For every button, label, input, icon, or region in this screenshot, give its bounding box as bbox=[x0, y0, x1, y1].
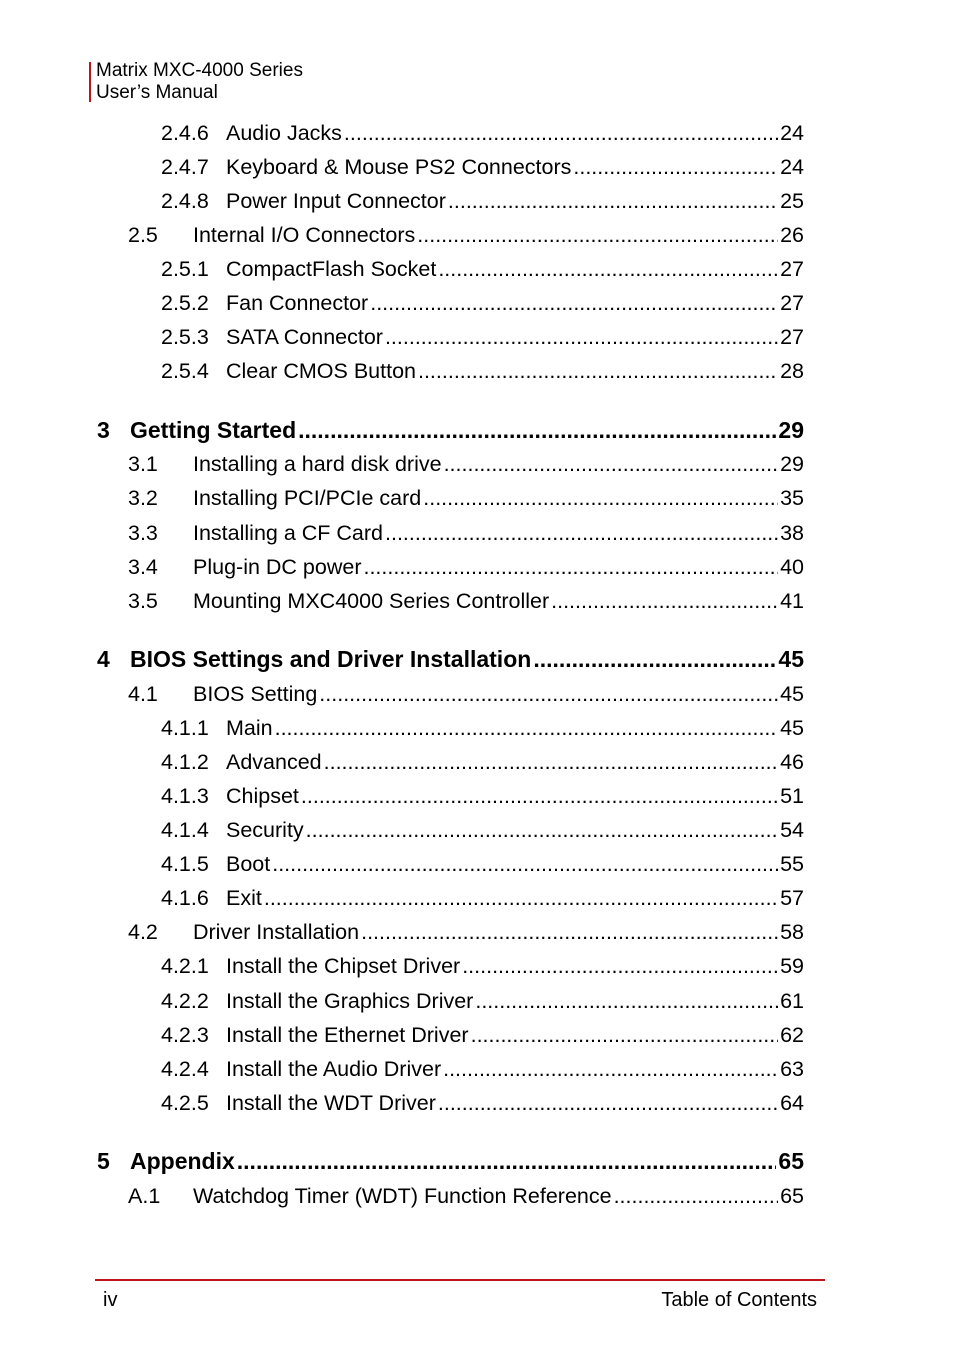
toc-entry[interactable] bbox=[128, 1184, 804, 1214]
toc-entry[interactable] bbox=[161, 359, 804, 389]
toc-entry-title: Security bbox=[226, 818, 304, 842]
toc-entry-title: Main bbox=[226, 716, 273, 740]
toc-entry[interactable] bbox=[128, 682, 804, 712]
toc-dot-leader bbox=[272, 852, 778, 877]
toc-entry-title: Keyboard & Mouse PS2 Connectors bbox=[226, 155, 572, 179]
toc-entry-number: 2.4.6 bbox=[161, 121, 209, 145]
toc-entry-page: 65 bbox=[778, 1148, 804, 1174]
toc-entry-page: 54 bbox=[780, 818, 804, 842]
toc-dot-leader bbox=[418, 359, 778, 384]
toc-entry-page: 62 bbox=[780, 1023, 804, 1047]
toc-entry[interactable] bbox=[97, 417, 804, 447]
running-header bbox=[96, 60, 303, 104]
toc-dot-leader bbox=[370, 291, 778, 316]
toc-entry[interactable] bbox=[161, 886, 804, 916]
toc-dot-leader bbox=[533, 646, 776, 673]
toc-entry-page: 65 bbox=[780, 1184, 804, 1208]
toc-entry[interactable] bbox=[161, 121, 804, 151]
toc-entry-page: 64 bbox=[780, 1091, 804, 1115]
toc-entry-page: 40 bbox=[780, 555, 804, 579]
toc-entry[interactable] bbox=[161, 989, 804, 1019]
toc-dot-leader bbox=[306, 818, 778, 843]
toc-entry[interactable] bbox=[161, 291, 804, 321]
toc-dot-leader bbox=[471, 1023, 778, 1048]
toc-entry-title: Driver Installation bbox=[193, 920, 360, 944]
toc-entry[interactable] bbox=[161, 325, 804, 355]
toc-entry-number: 2.5.3 bbox=[161, 325, 209, 349]
header-accent-bar bbox=[89, 62, 91, 102]
toc-entry-page: 61 bbox=[780, 989, 804, 1013]
toc-entry-page: 26 bbox=[780, 223, 804, 247]
footer-page-number: iv bbox=[103, 1289, 118, 1311]
toc-entry-page: 51 bbox=[780, 784, 804, 808]
toc-dot-leader bbox=[417, 223, 778, 248]
toc-entry-number: 3.3 bbox=[128, 521, 158, 545]
toc-dot-leader bbox=[237, 1148, 777, 1175]
toc-dot-leader bbox=[462, 954, 778, 979]
footer-section-title: Table of Contents bbox=[661, 1289, 817, 1311]
toc-entry-title: Audio Jacks bbox=[226, 121, 342, 145]
toc-entry-page: 27 bbox=[780, 291, 804, 315]
toc-entry-page: 58 bbox=[780, 920, 804, 944]
toc-entry-title: Boot bbox=[226, 852, 271, 876]
toc-entry-number: 4.1.5 bbox=[161, 852, 209, 876]
toc-entry-number: 4.2.2 bbox=[161, 989, 209, 1013]
toc-dot-leader bbox=[448, 189, 778, 214]
toc-entry-page: 45 bbox=[780, 682, 804, 706]
toc-entry-page: 59 bbox=[780, 954, 804, 978]
toc-entry-title: Internal I/O Connectors bbox=[193, 223, 416, 247]
toc-dot-leader bbox=[363, 555, 778, 580]
toc-entry-number: 2.5.2 bbox=[161, 291, 209, 315]
toc-entry-title: Install the WDT Driver bbox=[226, 1091, 436, 1115]
toc-entry[interactable] bbox=[161, 189, 804, 219]
toc-entry-number: 4.1 bbox=[128, 682, 158, 706]
toc-entry[interactable] bbox=[161, 716, 804, 746]
toc-dot-leader bbox=[344, 121, 778, 146]
toc-entry-title: Install the Chipset Driver bbox=[226, 954, 461, 978]
toc-entry-title: Power Input Connector bbox=[226, 189, 446, 213]
toc-entry[interactable] bbox=[97, 1148, 804, 1178]
toc-entry-page: 29 bbox=[778, 417, 804, 443]
toc-entry-page: 41 bbox=[780, 589, 804, 613]
toc-entry-page: 24 bbox=[780, 155, 804, 179]
toc-entry[interactable] bbox=[161, 1091, 804, 1121]
toc-entry-page: 29 bbox=[780, 452, 804, 476]
toc-entry[interactable] bbox=[128, 521, 804, 551]
toc-entry-number: 2.4.8 bbox=[161, 189, 209, 213]
toc-dot-leader bbox=[361, 920, 778, 945]
toc-entry-page: 38 bbox=[780, 521, 804, 545]
toc-entry-title: Install the Graphics Driver bbox=[226, 989, 474, 1013]
toc-entry-title: Appendix bbox=[130, 1148, 235, 1174]
toc-entry[interactable] bbox=[161, 818, 804, 848]
toc-dot-leader bbox=[438, 257, 778, 282]
toc-dot-leader bbox=[551, 589, 778, 614]
toc-entry-title: Installing a hard disk drive bbox=[193, 452, 442, 476]
toc-dot-leader bbox=[443, 1057, 778, 1082]
toc-entry[interactable] bbox=[128, 920, 804, 950]
toc-entry-number: 3.4 bbox=[128, 555, 158, 579]
toc-entry-number: A.1 bbox=[128, 1184, 161, 1208]
toc-entry-page: 45 bbox=[778, 646, 804, 672]
toc-dot-leader bbox=[319, 682, 778, 707]
toc-entry[interactable] bbox=[161, 1057, 804, 1087]
toc-entry-page: 28 bbox=[780, 359, 804, 383]
toc-dot-leader bbox=[438, 1091, 778, 1116]
toc-dot-leader bbox=[275, 716, 778, 741]
toc-entry[interactable] bbox=[128, 589, 804, 619]
toc-entry-title: Installing a CF Card bbox=[193, 521, 383, 545]
toc-entry[interactable] bbox=[97, 646, 804, 676]
toc-entry-title: Getting Started bbox=[130, 417, 297, 443]
toc-entry-page: 25 bbox=[780, 189, 804, 213]
toc-entry-page: 24 bbox=[780, 121, 804, 145]
toc-entry-number: 4 bbox=[97, 646, 110, 672]
toc-entry-title: Installing PCI/PCIe card bbox=[193, 486, 422, 510]
toc-entry-page: 27 bbox=[780, 257, 804, 281]
toc-entry-title: Fan Connector bbox=[226, 291, 369, 315]
toc-dot-leader bbox=[301, 784, 778, 809]
toc-dot-leader bbox=[264, 886, 778, 911]
toc-entry[interactable] bbox=[128, 223, 804, 253]
toc-dot-leader bbox=[475, 989, 778, 1014]
toc-entry-number: 2.5 bbox=[128, 223, 158, 247]
toc-entry-number: 4.2.4 bbox=[161, 1057, 209, 1081]
toc-entry-title: Install the Ethernet Driver bbox=[226, 1023, 469, 1047]
toc-entry-number: 4.1.4 bbox=[161, 818, 209, 842]
toc-entry-title: Install the Audio Driver bbox=[226, 1057, 442, 1081]
header-product-title: Matrix MXC-4000 Series bbox=[96, 60, 303, 81]
toc-entry-page: 27 bbox=[780, 325, 804, 349]
toc-entry[interactable] bbox=[161, 750, 804, 780]
toc-dot-leader bbox=[423, 486, 778, 511]
toc-entry[interactable] bbox=[128, 486, 804, 516]
toc-entry[interactable] bbox=[128, 452, 804, 482]
toc-entry-title: BIOS Settings and Driver Installation bbox=[130, 646, 532, 672]
toc-entry-number: 4.2.1 bbox=[161, 954, 209, 978]
toc-entry-number: 4.2.3 bbox=[161, 1023, 209, 1047]
toc-dot-leader bbox=[298, 417, 776, 444]
toc-entry-page: 35 bbox=[780, 486, 804, 510]
toc-entry-page: 46 bbox=[780, 750, 804, 774]
toc-entry[interactable] bbox=[161, 784, 804, 814]
toc-entry-number: 3 bbox=[97, 417, 110, 443]
header-manual-title: User’s Manual bbox=[96, 82, 218, 103]
toc-entry-page: 55 bbox=[780, 852, 804, 876]
toc-entry-title: Chipset bbox=[226, 784, 299, 808]
toc-entry-number: 2.4.7 bbox=[161, 155, 209, 179]
toc-entry-title: CompactFlash Socket bbox=[226, 257, 437, 281]
toc-entry-number: 4.2 bbox=[128, 920, 158, 944]
toc-entry-number: 4.1.2 bbox=[161, 750, 209, 774]
footer-rule bbox=[95, 1279, 825, 1281]
toc-entry-number: 2.5.1 bbox=[161, 257, 209, 281]
toc-entry-number: 5 bbox=[97, 1148, 110, 1174]
toc-entry[interactable] bbox=[128, 555, 804, 585]
toc-entry-number: 4.1.3 bbox=[161, 784, 209, 808]
toc-entry[interactable] bbox=[161, 1023, 804, 1053]
toc-entry[interactable] bbox=[161, 257, 804, 287]
toc-entry-title: Advanced bbox=[226, 750, 322, 774]
toc-dot-leader bbox=[444, 452, 779, 477]
toc-entry-number: 3.1 bbox=[128, 452, 158, 476]
toc-entry-page: 63 bbox=[780, 1057, 804, 1081]
toc-dot-leader bbox=[385, 325, 778, 350]
toc-entry-number: 4.2.5 bbox=[161, 1091, 209, 1115]
toc-entry-title: Mounting MXC4000 Series Controller bbox=[193, 589, 550, 613]
toc-dot-leader bbox=[324, 750, 778, 775]
toc-entry[interactable] bbox=[161, 155, 804, 185]
toc-dot-leader bbox=[573, 155, 778, 180]
toc-entry-title: SATA Connector bbox=[226, 325, 383, 349]
toc-entry-number: 4.1.1 bbox=[161, 716, 209, 740]
toc-entry-title: BIOS Setting bbox=[193, 682, 318, 706]
toc-entry-number: 2.5.4 bbox=[161, 359, 209, 383]
toc-entry-number: 3.2 bbox=[128, 486, 158, 510]
toc-entry-number: 4.1.6 bbox=[161, 886, 209, 910]
toc-entry[interactable] bbox=[161, 852, 804, 882]
toc-entry-title: Clear CMOS Button bbox=[226, 359, 416, 383]
toc-entry-number: 3.5 bbox=[128, 589, 158, 613]
toc-entry-page: 45 bbox=[780, 716, 804, 740]
toc-entry-page: 57 bbox=[780, 886, 804, 910]
toc-dot-leader bbox=[385, 521, 778, 546]
toc-entry-title: Exit bbox=[226, 886, 262, 910]
toc-entry-title: Plug-in DC power bbox=[193, 555, 362, 579]
toc-entry[interactable] bbox=[161, 954, 804, 984]
toc-dot-leader bbox=[614, 1184, 779, 1209]
toc-entry-title: Watchdog Timer (WDT) Function Reference bbox=[193, 1184, 612, 1208]
